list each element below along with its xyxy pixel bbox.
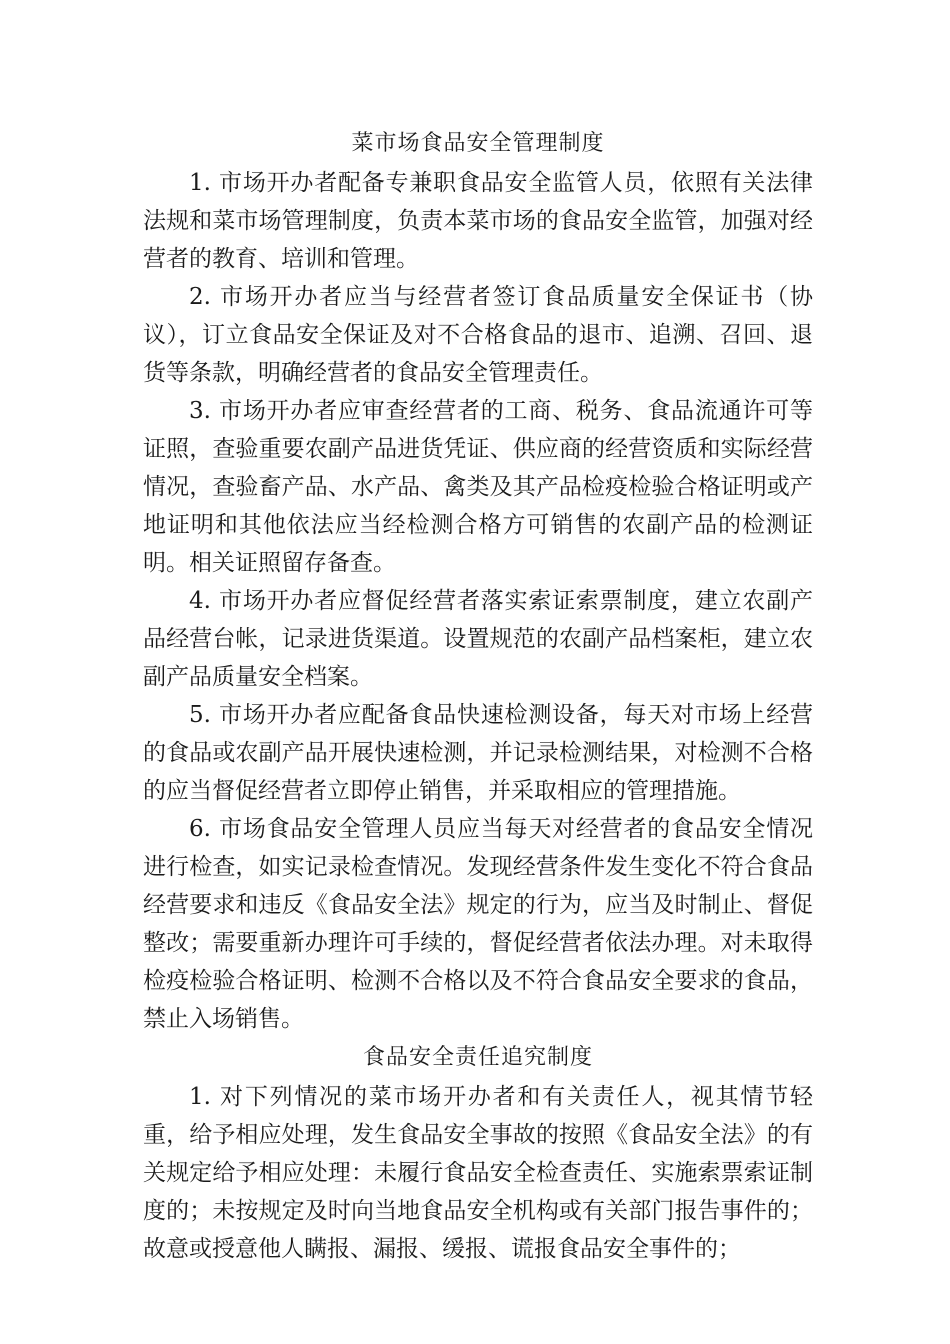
- paragraph-number: 3.: [189, 398, 211, 424]
- paragraph-number: 6.: [189, 816, 211, 842]
- paragraph-6: [143, 810, 813, 1038]
- document-page: [143, 128, 813, 1268]
- paragraph-text: 市场开办者配备专兼职食品安全监管人员，依照有关法律法规和菜市场管理制度，负责本菜市场的食品安全监管，加强对经营者的教育、培训和管理。: [143, 170, 813, 272]
- paragraph-3: [143, 392, 813, 582]
- paragraph-text: 市场开办者应当与经营者签订食品质量安全保证书（协议），订立食品安全保证及对不合格食品的退市、追溯、召回、退货等条款，明确经营者的食品安全管理责任。: [143, 284, 813, 386]
- paragraph-2: [143, 278, 813, 392]
- paragraph-1: [143, 164, 813, 278]
- section-title-accountability: 食品安全责任追究制度: [362, 1045, 593, 1070]
- paragraph-accountability-1: [143, 1078, 813, 1268]
- paragraph-number: 1.: [189, 170, 211, 196]
- paragraph-4: [143, 582, 813, 696]
- paragraph-text: 市场开办者应配备食品快速检测设备，每天对市场上经营的食品或农副产品开展快速检测，并记录检测结果，对检测不合格的应当督促经营者立即停止销售，并采取相应的管理措施。: [143, 702, 813, 804]
- paragraph-5: [143, 696, 813, 810]
- paragraph-text: 市场开办者应督促经营者落实索证索票制度，建立农副产品经营台帐，记录进货渠道。设置规范的农副产品档案柜，建立农副产品质量安全档案。: [143, 588, 813, 690]
- paragraph-number: 4.: [189, 588, 211, 614]
- paragraph-number: 2.: [189, 284, 211, 310]
- paragraph-text: 市场开办者应审查经营者的工商、税务、食品流通许可等证照，查验重要农副产品进货凭证、供应商的经营资质和实际经营情况，查验畜产品、水产品、禽类及其产品检疫检验合格证明或产地证明和其他依法应当经检测合格方可销售的农副产品的检测证明。相关证照留存备查。: [143, 398, 813, 576]
- section-title-market-management: 菜市场食品安全管理制度: [351, 131, 605, 156]
- paragraph-text: 市场食品安全管理人员应当每天对经营者的食品安全情况进行检查，如实记录检查情况。发现经营条件发生变化不符合食品经营要求和违反《食品安全法》规定的行为，应当及时制止、督促整改；需要重新办理许可手续的，督促经营者依法办理。对未取得检疫检验合格证明、检测不合格以及不符合食品安全要求的食品，禁止入场销售。: [143, 816, 813, 1032]
- paragraph-number: 1.: [189, 1084, 211, 1110]
- paragraph-number: 5.: [189, 702, 211, 728]
- paragraph-text: 对下列情况的菜市场开办者和有关责任人，视其情节轻重，给予相应处理，发生食品安全事故的按照《食品安全法》的有关规定给予相应处理：未履行食品安全检查责任、实施索票索证制度的；未按规定及时向当地食品安全机构或有关部门报告事件的；故意或授意他人瞒报、漏报、缓报、谎报食品安全事件的；: [143, 1084, 813, 1262]
